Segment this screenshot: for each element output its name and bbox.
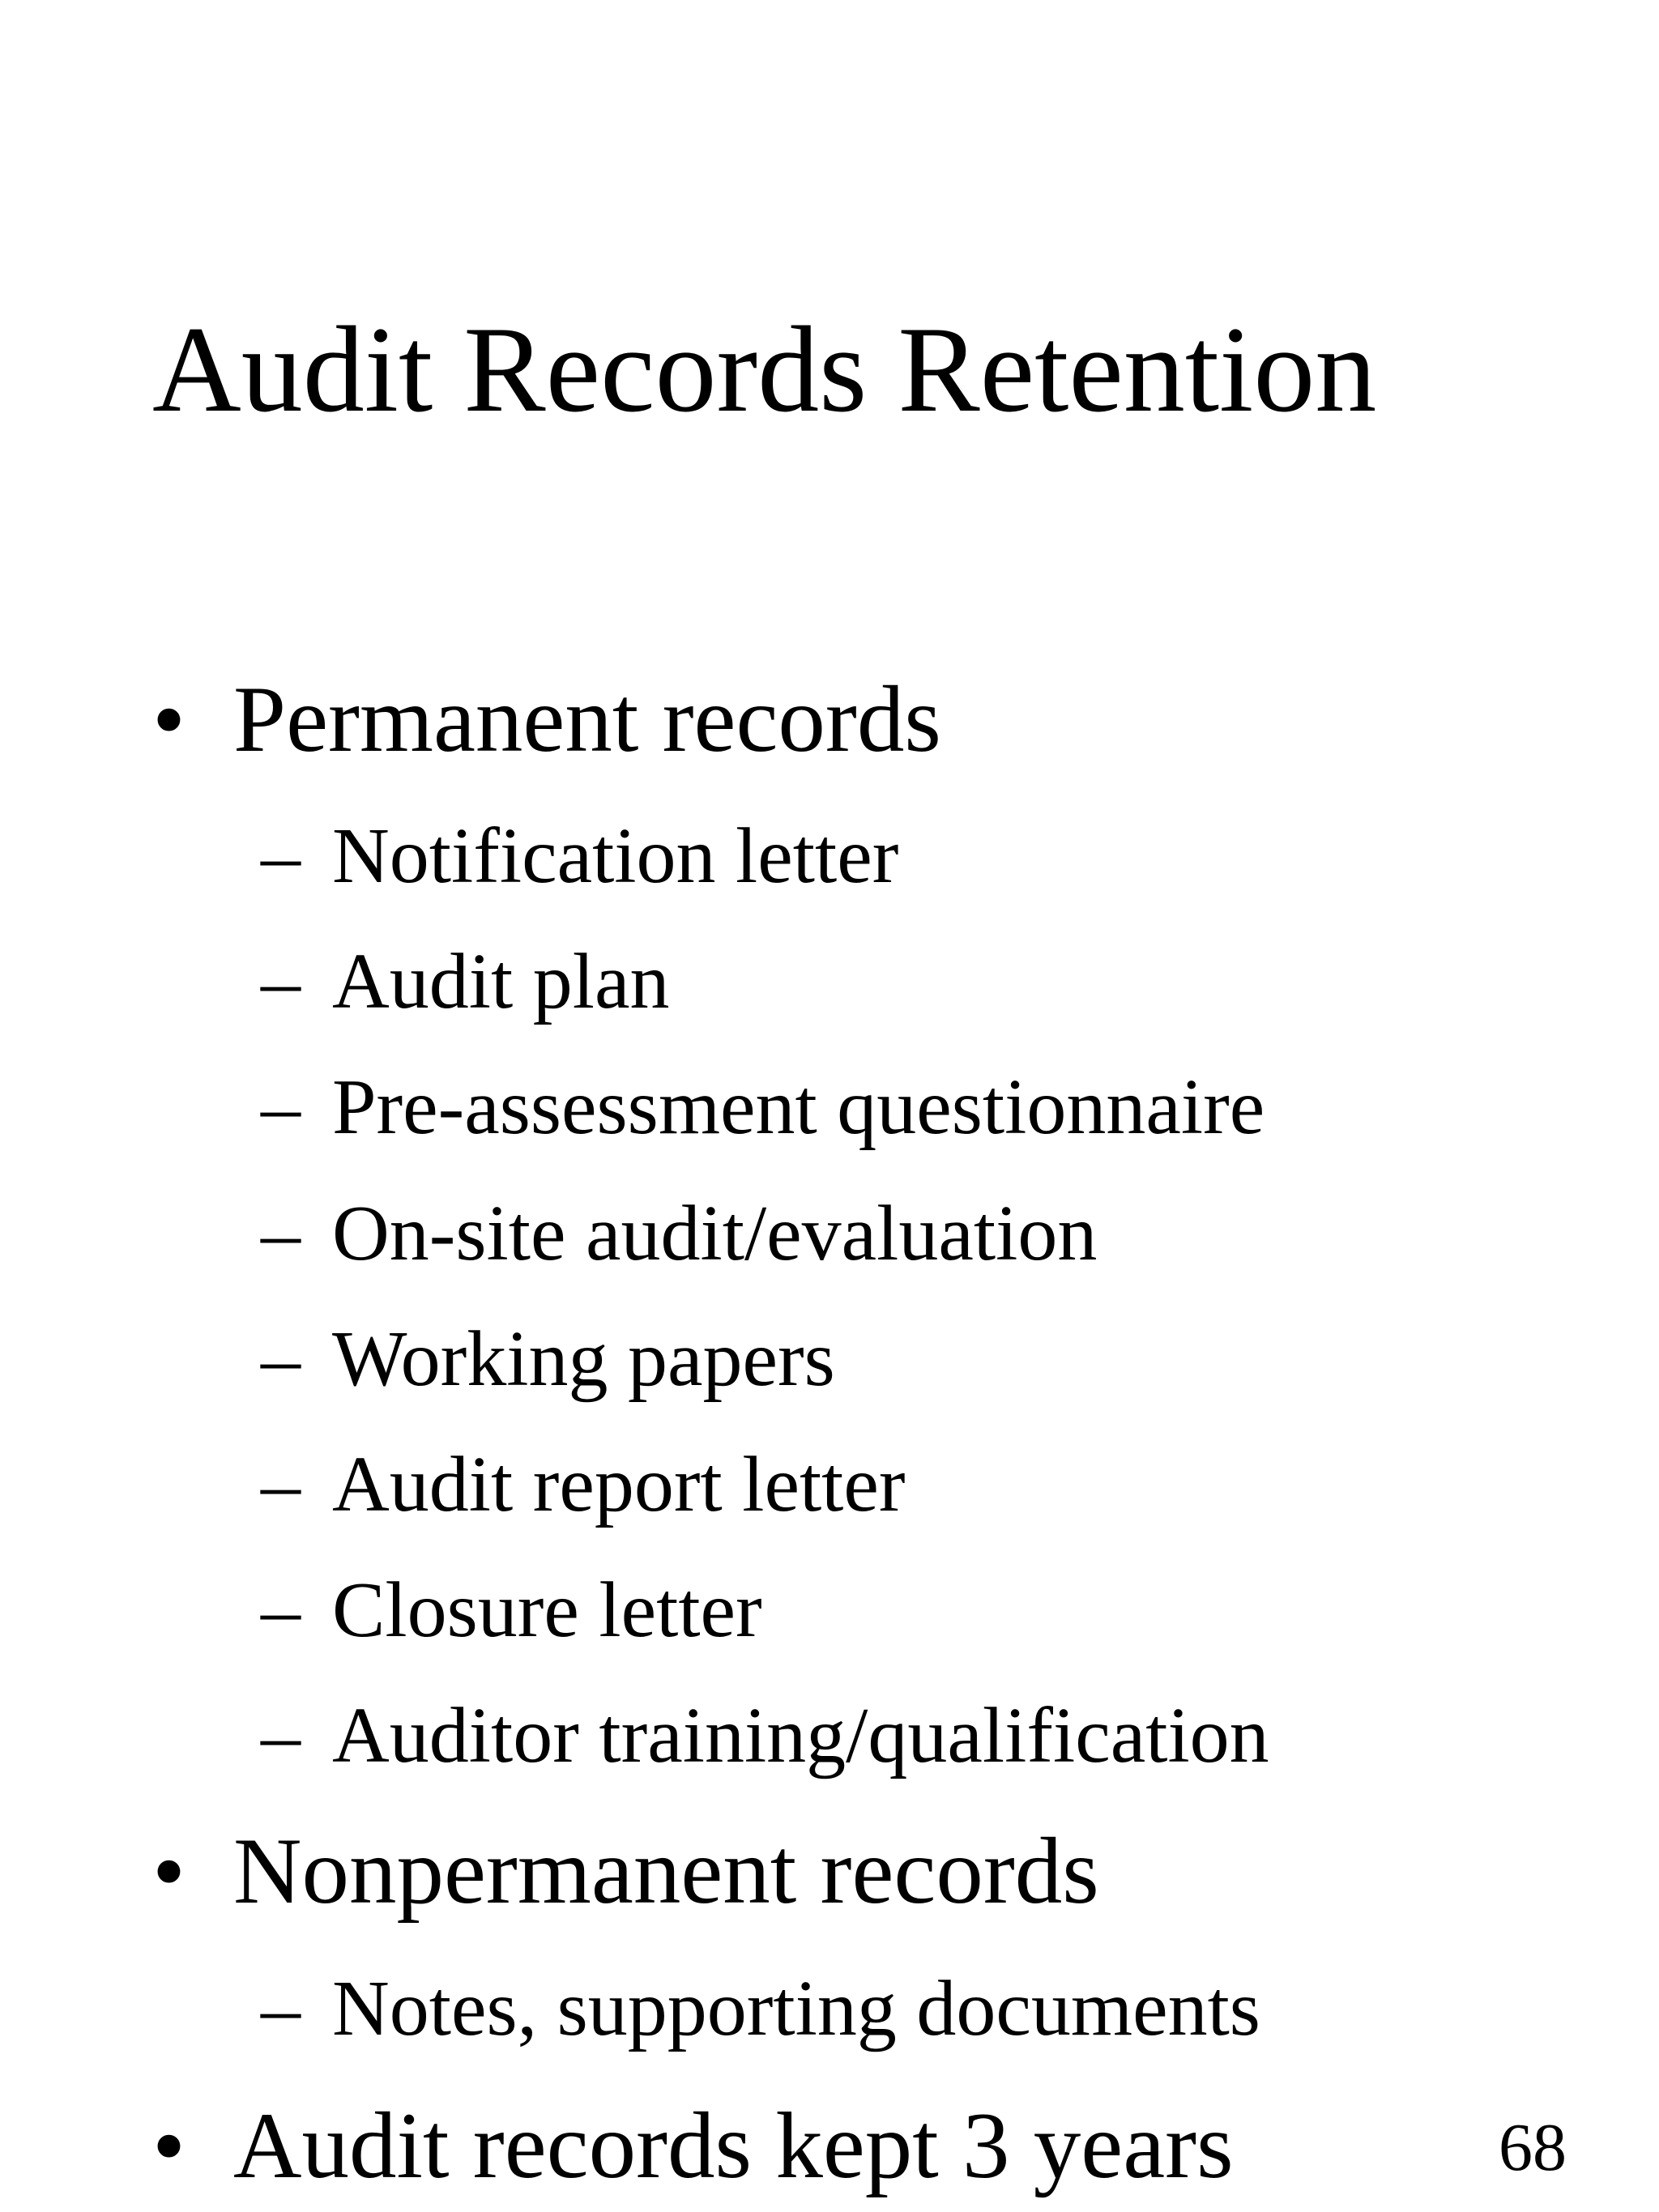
sub-item [261, 812, 899, 900]
sub-item-label: Pre-assessment questionnaire [332, 1063, 1265, 1151]
bullet-label: Audit records kept 3 years [233, 2094, 1234, 2198]
dash-icon: – [261, 1965, 301, 2052]
dash-icon: – [261, 1190, 301, 1277]
bullet-dot-icon: • [152, 2094, 186, 2198]
bullet-nonpermanent-records [152, 1819, 1099, 1924]
sub-item-label: Notification letter [332, 812, 899, 900]
sub-item [261, 1063, 1265, 1151]
sub-item [261, 938, 670, 1025]
bullet-dot-icon: • [152, 1819, 186, 1924]
sub-item [261, 1190, 1098, 1277]
sub-item-label: Working papers [332, 1315, 835, 1403]
sub-item-label: Audit report letter [332, 1441, 906, 1528]
slide-title: Audit Records Retention [152, 301, 1377, 437]
page-number: 68 [1499, 2110, 1567, 2185]
dash-icon: – [261, 938, 301, 1025]
sub-item [261, 1965, 1260, 2052]
dash-icon: – [261, 1315, 301, 1403]
dash-icon: – [261, 812, 301, 900]
sub-item-label: Auditor training/qualification [332, 1692, 1269, 1779]
bullet-dot-icon: • [152, 667, 186, 772]
bullet-label: Permanent records [233, 667, 941, 772]
dash-icon: – [261, 1692, 301, 1779]
bullet-permanent-records [152, 667, 941, 772]
sub-item [261, 1566, 762, 1654]
sub-item-label: Notes, supporting documents [332, 1965, 1260, 2052]
bullet-audit-records-kept [152, 2094, 1234, 2198]
sub-item-label: Closure letter [332, 1566, 762, 1654]
sub-item-label: Audit plan [332, 938, 670, 1025]
bullet-label: Nonpermanent records [233, 1819, 1099, 1924]
dash-icon: – [261, 1063, 301, 1151]
sub-item [261, 1315, 835, 1403]
dash-icon: – [261, 1441, 301, 1528]
sub-item-label: On-site audit/evaluation [332, 1190, 1098, 1277]
sub-item [261, 1441, 906, 1528]
sub-item [261, 1692, 1269, 1779]
dash-icon: – [261, 1566, 301, 1654]
